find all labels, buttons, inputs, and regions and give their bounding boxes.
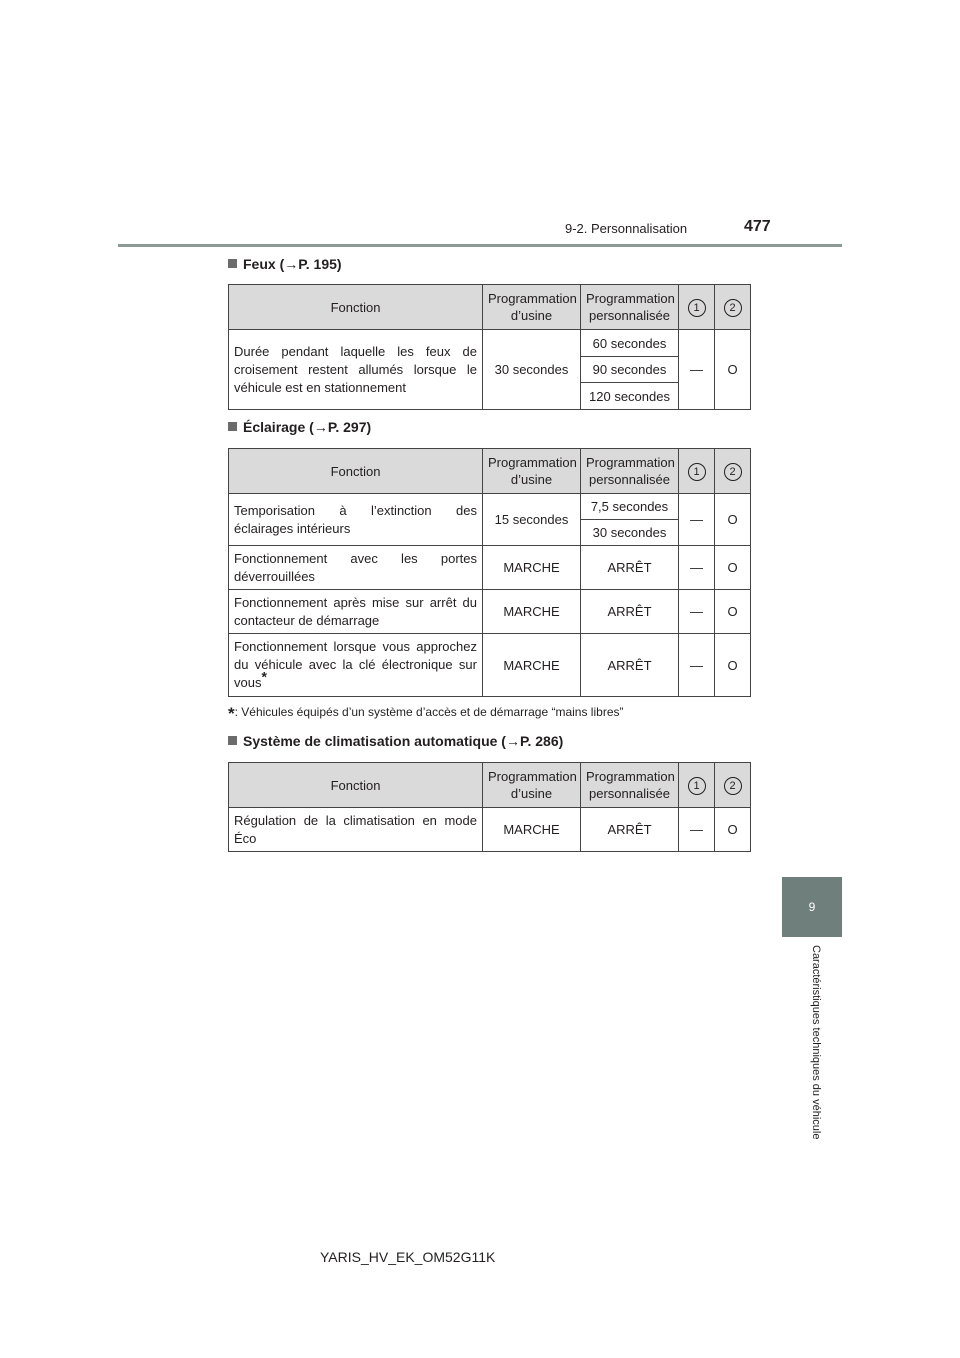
- col2-cell: O: [715, 590, 751, 634]
- col-custom: Programmation personnalisée: [581, 285, 679, 330]
- table-header-row: [229, 763, 751, 808]
- table-row: [229, 634, 751, 697]
- custom-cell: 60 secondes: [581, 330, 679, 357]
- col-2: [715, 763, 751, 808]
- custom-cell: 90 secondes: [581, 357, 679, 383]
- factory-cell: 15 secondes: [483, 494, 581, 546]
- table-row: [229, 808, 751, 852]
- header-rule: [118, 244, 842, 247]
- function-cell: Durée pendant laquelle les feux de croisement restent allumés lorsque le véhicule est en stationnement: [229, 330, 483, 410]
- table-header-row: [229, 285, 751, 330]
- custom-cell: ARRÊT: [581, 634, 679, 697]
- section-heading: Éclairage (→P. 297): [228, 419, 371, 435]
- square-bullet-icon: [228, 422, 237, 431]
- col1-cell: —: [679, 330, 715, 410]
- settings-table: [228, 284, 751, 410]
- col1-cell: —: [679, 546, 715, 590]
- table-row: [229, 590, 751, 634]
- table-header-row: [229, 449, 751, 494]
- chapter-title: Caractéristiques techniques du véhicule: [810, 945, 822, 1140]
- function-cell: Temporisation à l’extinction des éclairages intérieurs: [229, 494, 483, 546]
- col-1: [679, 285, 715, 330]
- col-custom: Programmation personnalisée: [581, 449, 679, 494]
- footnote: *: Véhicules équipés d’un système d’accès et de démarrage “mains libres”: [228, 704, 624, 723]
- footnote-marker: *: [261, 668, 267, 685]
- function-cell: Fonctionnement avec les portes déverrouillées: [229, 546, 483, 590]
- document-code: YARIS_HV_EK_OM52G11K: [320, 1249, 496, 1265]
- factory-cell: MARCHE: [483, 808, 581, 852]
- circled-1-icon: 1: [688, 299, 706, 317]
- custom-cell: ARRÊT: [581, 590, 679, 634]
- custom-cell: ARRÊT: [581, 546, 679, 590]
- col2-cell: O: [715, 808, 751, 852]
- col-custom: Programmation personnalisée: [581, 763, 679, 808]
- col-1: [679, 763, 715, 808]
- col2-cell: O: [715, 634, 751, 697]
- chapter-tab: 9: [782, 877, 842, 937]
- col1-cell: —: [679, 590, 715, 634]
- square-bullet-icon: [228, 736, 237, 745]
- custom-cell: ARRÊT: [581, 808, 679, 852]
- circled-1-icon: 1: [688, 777, 706, 795]
- col-function: Fonction: [229, 449, 483, 494]
- table-row: [229, 330, 751, 357]
- col-factory: Programmation d’usine: [483, 449, 581, 494]
- col-2: [715, 449, 751, 494]
- col2-cell: O: [715, 494, 751, 546]
- settings-table: [228, 762, 751, 852]
- circled-2-icon: 2: [724, 777, 742, 795]
- section-heading: Feux (→P. 195): [228, 256, 342, 272]
- factory-cell: MARCHE: [483, 546, 581, 590]
- col1-cell: —: [679, 494, 715, 546]
- col-1: [679, 449, 715, 494]
- square-bullet-icon: [228, 259, 237, 268]
- section-label: 9-2. Personnalisation: [565, 221, 688, 236]
- factory-cell: MARCHE: [483, 634, 581, 697]
- function-cell: Fonctionnement après mise sur arrêt du contacteur de démarrage: [229, 590, 483, 634]
- footnote-marker: *: [228, 704, 235, 723]
- col-2: [715, 285, 751, 330]
- circled-2-icon: 2: [724, 463, 742, 481]
- col-function: Fonction: [229, 763, 483, 808]
- col1-cell: —: [679, 634, 715, 697]
- circled-1-icon: 1: [688, 463, 706, 481]
- function-cell: Fonctionnement lorsque vous approchez du véhicule avec la clé électronique sur vous*: [229, 634, 483, 697]
- col2-cell: O: [715, 330, 751, 410]
- col-function: Fonction: [229, 285, 483, 330]
- circled-2-icon: 2: [724, 299, 742, 317]
- col-factory: Programmation d’usine: [483, 285, 581, 330]
- section-heading: Système de climatisation automatique (→P. 286): [228, 733, 563, 749]
- table-row: [229, 546, 751, 590]
- settings-table: [228, 448, 751, 697]
- table-row: [229, 494, 751, 520]
- col-factory: Programmation d’usine: [483, 763, 581, 808]
- col1-cell: —: [679, 808, 715, 852]
- page-number: 477: [744, 218, 771, 235]
- custom-cell: 30 secondes: [581, 520, 679, 546]
- function-cell: Régulation de la climatisation en mode Éco: [229, 808, 483, 852]
- custom-cell: 120 secondes: [581, 383, 679, 410]
- factory-cell: 30 secondes: [483, 330, 581, 410]
- factory-cell: MARCHE: [483, 590, 581, 634]
- col2-cell: O: [715, 546, 751, 590]
- custom-cell: 7,5 secondes: [581, 494, 679, 520]
